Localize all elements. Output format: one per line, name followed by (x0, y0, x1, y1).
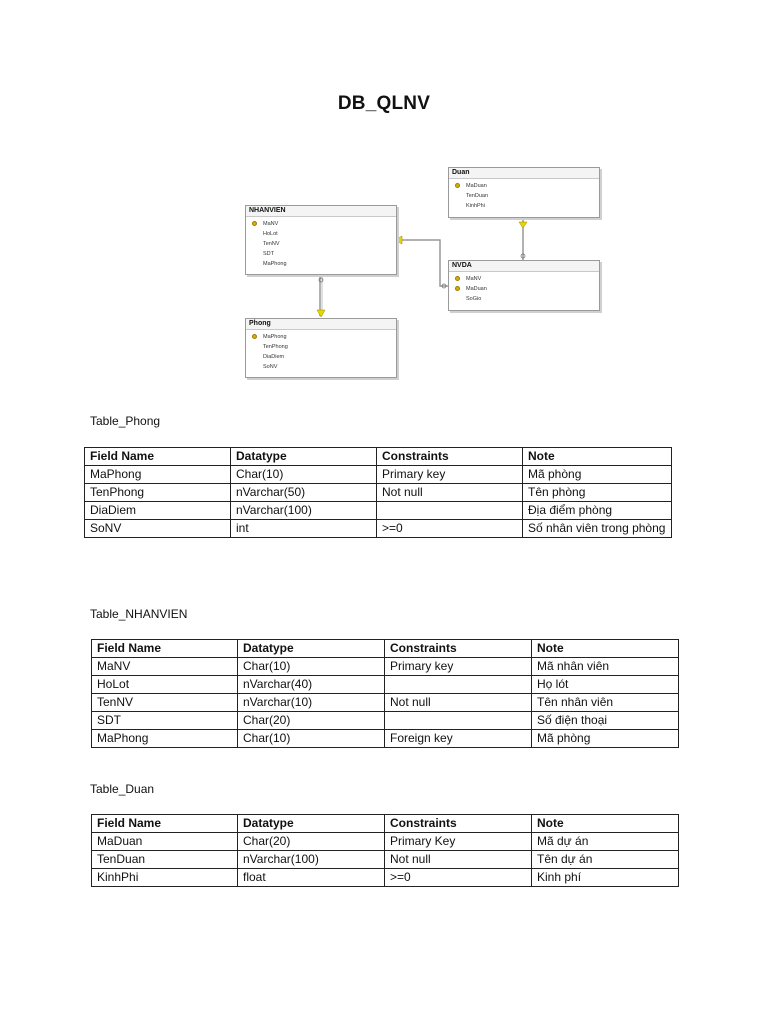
entity-field: MaNV (449, 274, 599, 284)
entity-field: TenDuan (466, 193, 489, 199)
table-cell: int (231, 520, 377, 538)
table-caption: Table_Phong (90, 414, 161, 428)
entity-nvda (448, 260, 600, 311)
table-cell: MaNV (92, 658, 238, 676)
entity-field: SoGio (466, 296, 482, 302)
table-cell: Primary Key (385, 833, 532, 851)
primary-key-icon (455, 286, 460, 291)
table-cell: Char(10) (238, 658, 385, 676)
table-cell: Số điện thoại (532, 712, 679, 730)
table-cell: MaPhong (92, 730, 238, 748)
table-cell: Foreign key (385, 730, 532, 748)
primary-key-icon (455, 276, 460, 281)
table-cell: SoNV (85, 520, 231, 538)
table-cell: Mã nhân viên (532, 658, 679, 676)
table-cell: nVarchar(100) (238, 851, 385, 869)
entity-field: HoLot (263, 231, 278, 237)
table-cell: Mã phòng (532, 730, 679, 748)
primary-key-icon (455, 183, 460, 188)
table-row (92, 658, 679, 676)
entity-field: SoNV (263, 364, 278, 370)
table-cell: Char(10) (231, 466, 377, 484)
table-cell: Primary key (385, 658, 532, 676)
table-row (92, 851, 679, 869)
entity-name: Duan (449, 168, 599, 179)
table-cell: Mã dự án (532, 833, 679, 851)
entity-field: DiaDiem (263, 354, 285, 360)
table-cell (385, 712, 532, 730)
table-phong (84, 447, 672, 538)
table-cell: >=0 (385, 869, 532, 887)
table-cell: Tên nhân viên (532, 694, 679, 712)
table-cell: Mã phòng (523, 466, 672, 484)
table-cell: TenPhong (85, 484, 231, 502)
entity-phong (245, 318, 397, 378)
entity-field: TenNV (263, 241, 280, 247)
table-cell: Số nhân viên trong phòng (523, 520, 672, 538)
table-cell: KinhPhi (92, 869, 238, 887)
header-cell: Note (532, 815, 679, 833)
entity-field: MaDuan (449, 284, 599, 294)
entity-field: SDT (263, 251, 274, 257)
header-cell: Field Name (92, 815, 238, 833)
entity-name: Phong (246, 319, 396, 330)
primary-key-icon (252, 334, 257, 339)
table-cell: >=0 (377, 520, 523, 538)
table-cell: nVarchar(50) (231, 484, 377, 502)
table-cell: MaDuan (92, 833, 238, 851)
entity-name: NHANVIEN (246, 206, 396, 217)
table-row (85, 502, 672, 520)
table-row (92, 712, 679, 730)
table-row (92, 676, 679, 694)
table-row (85, 484, 672, 502)
table-header-row (92, 815, 679, 833)
header-cell: Field Name (92, 640, 238, 658)
table-row (92, 730, 679, 748)
header-cell: Datatype (238, 640, 385, 658)
table-caption: Table_NHANVIEN (90, 607, 188, 621)
table-row (92, 694, 679, 712)
entity-name: NVDA (449, 261, 599, 272)
table-header-row (92, 640, 679, 658)
header-cell: Constraints (377, 448, 523, 466)
table-cell: HoLot (92, 676, 238, 694)
table-cell: Not null (377, 484, 523, 502)
entity-field: MaPhong (246, 332, 396, 342)
table-row (92, 869, 679, 887)
entity-duan (448, 167, 600, 218)
table-cell (385, 676, 532, 694)
table-cell: Primary key (377, 466, 523, 484)
table-cell: Char(20) (238, 712, 385, 730)
table-cell: Kinh phí (532, 869, 679, 887)
entity-field: TenPhong (263, 344, 288, 350)
table-cell: Tên dự án (532, 851, 679, 869)
header-cell: Constraints (385, 815, 532, 833)
er-diagram (145, 150, 625, 400)
entity-nhanvien (245, 205, 397, 275)
entity-field: MaPhong (263, 261, 287, 267)
table-row (92, 833, 679, 851)
header-cell: Field Name (85, 448, 231, 466)
table-cell: Địa điểm phòng (523, 502, 672, 520)
table-row (85, 520, 672, 538)
table-cell: Char(10) (238, 730, 385, 748)
table-cell: nVarchar(100) (231, 502, 377, 520)
header-cell: Datatype (231, 448, 377, 466)
table-cell: SDT (92, 712, 238, 730)
entity-field: KinhPhi (466, 203, 485, 209)
table-cell: DiaDiem (85, 502, 231, 520)
table-cell: Tên phòng (523, 484, 672, 502)
entity-field: MaDuan (449, 181, 599, 191)
table-caption: Table_Duan (90, 782, 155, 796)
table-cell: Họ lót (532, 676, 679, 694)
table-cell: TenDuan (92, 851, 238, 869)
header-cell: Datatype (238, 815, 385, 833)
table-cell: Not null (385, 694, 532, 712)
entity-field: MaNV (246, 219, 396, 229)
table-cell: nVarchar(40) (238, 676, 385, 694)
header-cell: Note (532, 640, 679, 658)
table-cell: MaPhong (85, 466, 231, 484)
table-row (85, 466, 672, 484)
table-cell: float (238, 869, 385, 887)
table-cell: nVarchar(10) (238, 694, 385, 712)
page-title: DB_QLNV (337, 93, 431, 114)
header-cell: Note (523, 448, 672, 466)
primary-key-icon (252, 221, 257, 226)
table-header-row (85, 448, 672, 466)
table-nhanvien (91, 639, 679, 748)
table-duan (91, 814, 679, 887)
table-cell: TenNV (92, 694, 238, 712)
table-cell: Not null (385, 851, 532, 869)
header-cell: Constraints (385, 640, 532, 658)
table-cell (377, 502, 523, 520)
table-cell: Char(20) (238, 833, 385, 851)
